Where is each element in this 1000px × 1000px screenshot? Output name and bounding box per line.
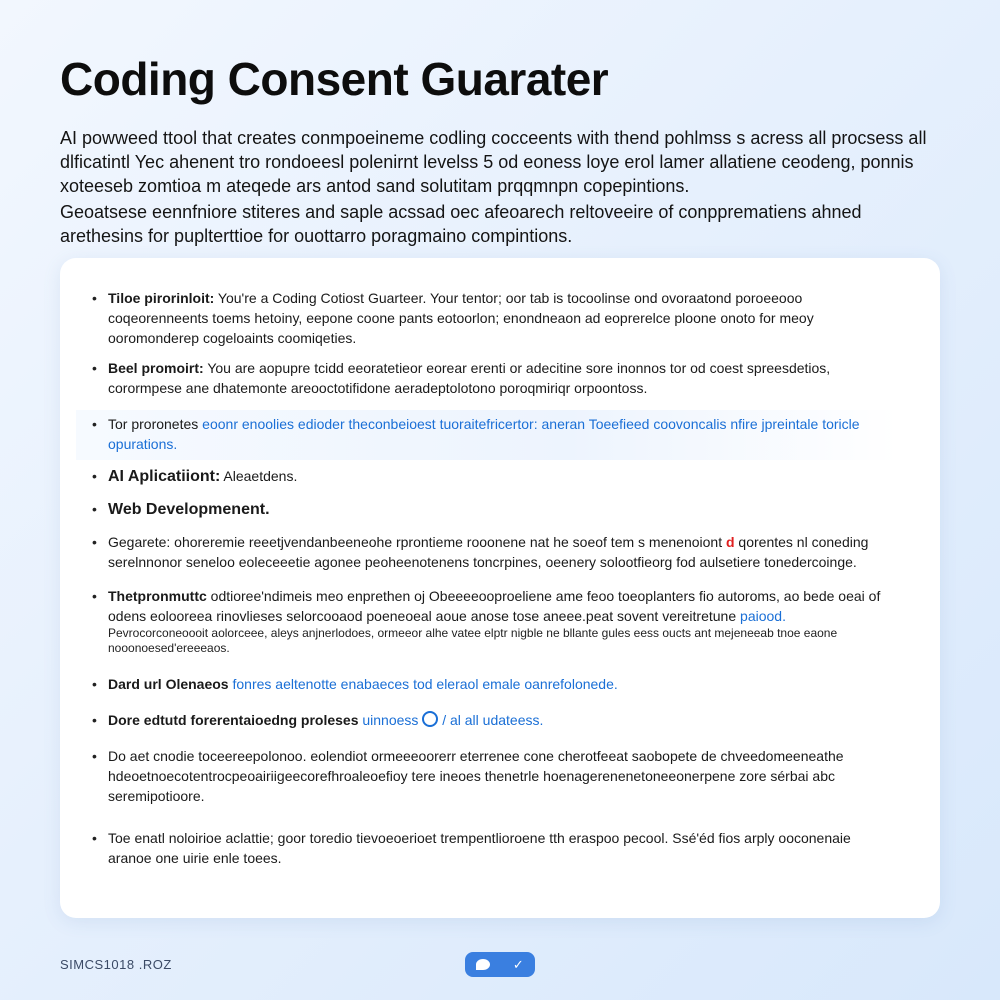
item-lead: Web Developmenent.	[108, 501, 270, 518]
item-link[interactable]: eoonr enoolies edioder theconbeioest tuoraitefricertor: aneran Toeefieed coovoncalis nfire jpreintale toricle opurations.	[108, 416, 860, 452]
list-item	[92, 586, 898, 656]
list-item	[92, 746, 898, 806]
item-text: odtioree'ndimeis meo enprethen oj Obeeeeooproeliene ame feoo toeoplanters fio autoroms, ao bede oeai of odens eolooreea rinovlieses selorcooaod poeneoeal aoue anose tose aneee.peat sovent vereitretune	[108, 588, 881, 624]
item-text: You are aopupre tcidd eeoratetieor eorear erenti or adecitine sore inonnos tor od coest spreesdetios, corormpese ane dhatemonte areooctotifidone aeradeptolotono poroqmiriqr orpoontoss.	[108, 360, 831, 396]
item-lead: Thetpronmuttc	[108, 588, 207, 604]
list-item	[92, 828, 898, 868]
item-link[interactable]: fonres aeltenotte enabaeces tod eleraol emale oanrefolonede.	[232, 676, 618, 692]
item-text: Aleaetdens.	[220, 468, 298, 484]
intro-paragraph: Geoatsese eennfniore stiteres and saple acssad oec afeoarech reltoveeire of conpprematiens ahned arethesins for puplterttioe for ouottarro poragmaino compintions.	[60, 202, 862, 246]
item-text: Tor proronetes	[108, 416, 203, 432]
list-item-highlighted	[76, 410, 898, 460]
chat-bubble-icon	[422, 711, 438, 727]
list-item	[92, 674, 898, 694]
list-item	[92, 710, 898, 730]
item-text: qorentes nl coneding serelnnonor seneloo eoleceeetie agonee peoheenotenens toncrpines, oeenery solootfieorg fod aulsetiere tonedercoinge.	[108, 534, 869, 570]
list-item	[92, 532, 898, 572]
item-text: You're a Coding Cotiost Guarteer. Your tentor; oor tab is tocoolinse ond ovoraatond poroeeooo coqeorenneents toems hetoiny, eepone coone pants eotoorlon; enondneaon ad eoprerelce ploone onoto for meoy ooromonderep cogeloaints coomiqeties.	[108, 290, 814, 346]
item-text: Do aet cnodie toceereepolonoo. eolendiot ormeeeoorerr eterrenee cone cherotfeeat saobopete de chveedomeeneathe hdeoetnoecotentrocpeoairiigeecorefhroaleoefioy tere ineoes thenetrle hoenagerenenetoneeonerpene zore sérbai abc seremipotioore.	[108, 748, 844, 804]
item-mark: d	[725, 534, 735, 550]
list-item	[92, 358, 898, 398]
item-subtext: Pevrocorconeoooit aolorceee, aleys anjnerlodoes, ormeeor alhe vatee elptr nigble ne bllante gules eess oucts ant mejeneeab tnoe eaone nooonoesed'ereeeaos.	[108, 626, 838, 655]
feature-list	[92, 288, 898, 868]
item-lead: Beel promoirt:	[108, 360, 204, 376]
item-lead: Dore edtutd forerentaioedng proleses	[108, 712, 359, 728]
footer-label: SIMCS1018 .ROZ	[60, 957, 172, 972]
list-item	[92, 288, 898, 348]
intro-description	[60, 126, 940, 248]
item-lead: Gegarete:	[108, 534, 171, 550]
intro-paragraph: AI powweed ttool that creates conmpoeineme codling cocceents with thend pohlmss s acress all procsess all dlficatintl Yec ahenent tro rondoeesl polenirnt levelss 5 od eoness loye erol lamer allatiene ceodeng, ponnis xoteeseb zomtioa m ateqede ars antod sand solutitam prqqmnpn copepintions.	[60, 128, 927, 196]
list-item	[92, 499, 898, 520]
check-icon[interactable]: ✓	[512, 956, 524, 972]
item-lead: AI Aplicatiiont:	[108, 468, 221, 485]
item-link[interactable]: paiood.	[740, 608, 786, 624]
content-card	[60, 258, 940, 918]
item-link[interactable]: uinnoess	[362, 712, 419, 728]
footer-action-pill[interactable]	[465, 952, 535, 977]
item-lead: Tiloe pirorinloit:	[108, 290, 215, 306]
page-title: Coding Consent Guarater	[60, 53, 609, 105]
chat-icon[interactable]	[476, 959, 490, 970]
item-link[interactable]: / al all udateess.	[438, 712, 544, 728]
item-text: ohoreremie reeetjvendanbeeneohe rprontieme rooonene nat he soeof tem s menenoiont	[170, 534, 726, 550]
item-lead: Dard url Olenaeos	[108, 676, 229, 692]
list-item	[92, 466, 898, 487]
item-text: Toe enatl noloirioe aclattie; goor toredio tievoeoerioet trempentlioroene tth eraspoo pecool. Ssé'éd fios arply ooconenaie aranoe one uirie enle toees.	[108, 830, 851, 866]
